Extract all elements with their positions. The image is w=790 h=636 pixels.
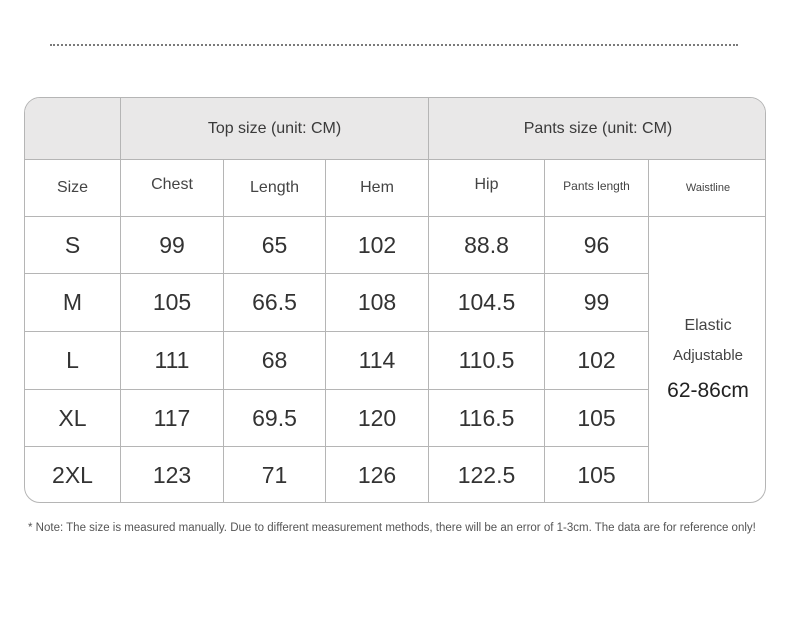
dotted-divider	[50, 44, 738, 46]
size-label: 2XL	[25, 447, 121, 503]
length-value: 69.5	[224, 390, 326, 447]
pants-length-value: 105	[545, 390, 649, 447]
length-value: 65	[224, 217, 326, 274]
hem-value: 120	[326, 390, 429, 447]
header-corner-cell	[25, 98, 121, 160]
chest-value: 99	[121, 217, 224, 274]
column-header-hip: Hip	[429, 160, 545, 217]
length-value: 68	[224, 332, 326, 390]
column-header-length: Length	[224, 160, 326, 217]
size-chart-table	[24, 97, 766, 503]
pants-length-value: 105	[545, 447, 649, 503]
column-header-waistline: Waistline	[649, 160, 766, 217]
hem-value: 126	[326, 447, 429, 503]
measurement-note: * Note: The size is measured manually. Due to different measurement methods, there will be an error of 1-3cm. The data are for reference only!	[28, 522, 756, 534]
chest-value: 105	[121, 274, 224, 332]
pants-length-value: 102	[545, 332, 649, 390]
waistline-adjustable-text: Adjustable	[672, 346, 744, 364]
hip-value: 116.5	[429, 390, 545, 447]
column-header-size: Size	[25, 160, 121, 217]
size-label: S	[25, 217, 121, 274]
length-value: 71	[224, 447, 326, 503]
column-header-pants-length: Pants length	[545, 160, 649, 217]
top-size-group-header: Top size (unit: CM)	[121, 98, 429, 160]
hip-value: 104.5	[429, 274, 545, 332]
column-header-chest: Chest	[121, 160, 224, 217]
hem-value: 108	[326, 274, 429, 332]
waistline-elastic-text: Elastic	[684, 316, 732, 334]
hip-value: 88.8	[429, 217, 545, 274]
pants-length-value: 99	[545, 274, 649, 332]
waistline-merged-cell	[649, 217, 766, 503]
size-label: L	[25, 332, 121, 390]
hip-value: 110.5	[429, 332, 545, 390]
hem-value: 102	[326, 217, 429, 274]
pants-size-group-header: Pants size (unit: CM)	[429, 98, 766, 160]
chest-value: 123	[121, 447, 224, 503]
chest-value: 117	[121, 390, 224, 447]
hem-value: 114	[326, 332, 429, 390]
size-label: M	[25, 274, 121, 332]
size-label: XL	[25, 390, 121, 447]
hip-value: 122.5	[429, 447, 545, 503]
chest-value: 111	[121, 332, 224, 390]
column-header-hem: Hem	[326, 160, 429, 217]
pants-length-value: 96	[545, 217, 649, 274]
waistline-range-value: 62-86cm	[667, 378, 749, 402]
length-value: 66.5	[224, 274, 326, 332]
